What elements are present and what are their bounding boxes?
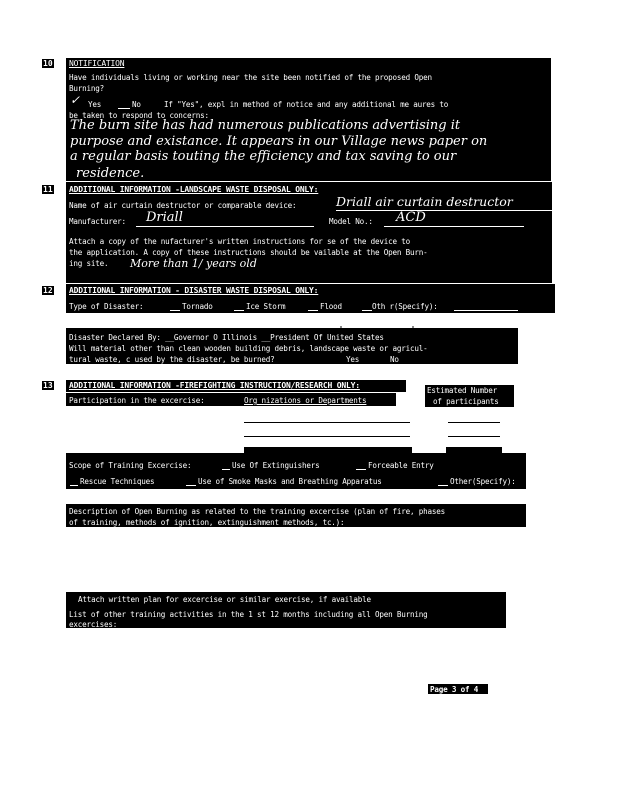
other-blank: [362, 310, 372, 311]
scope-rescue-option[interactable]: Rescue Techniques: [80, 477, 155, 486]
participants-entry-line[interactable]: [448, 422, 500, 423]
estimated-number-header-cont: of participants: [433, 397, 499, 406]
device-name-label: Name of air curtain destructor or comparable device:: [69, 201, 297, 210]
disaster-tornado-option[interactable]: Tornado: [182, 302, 213, 311]
model-number-value[interactable]: ACD: [396, 210, 426, 225]
notification-question-cont: Burning?: [69, 84, 104, 93]
ice-storm-blank: [234, 310, 244, 311]
notification-explain-instruction-cont: be taken to respond to concerns:: [69, 111, 209, 120]
description-instruction: Description of Open Burning as related to the training excercise (plan of fire, phases: [69, 507, 445, 516]
organizations-header: Org nizations or Departments: [244, 396, 367, 405]
description-instruction-cont: of training, methods of ignition, extinguishment methods, tc.):: [69, 518, 345, 527]
device-name-value[interactable]: Driall air curtain destructor: [336, 194, 513, 209]
section-13-title: ADDITIONAL INFORMATION -FIREFIGHTING INSTRUCTION/RESEARCH ONLY:: [69, 381, 360, 390]
section-11-number: 11: [43, 185, 53, 194]
scan-dot: [412, 326, 414, 328]
notification-no-option[interactable]: No: [132, 100, 141, 109]
section-10-title: NOTIFICATION: [69, 59, 125, 68]
notification-response-line-1: The burn site has had numerous publications advertising it: [70, 118, 461, 133]
section-12-number: 12: [43, 286, 53, 295]
flood-blank: [308, 310, 318, 311]
other-material-question: Will material other than clean wooden building debris, landscape waste or agricul-: [69, 344, 428, 353]
disaster-declared-by: Disaster Declared By: __Governor O Illinois __President Of United States: [69, 333, 384, 342]
attach-instructions-line-2: the application. A copy of these instructions should be vailable at the Open Burn-: [69, 248, 428, 257]
notification-response-line-2: purpose and existance. It appears in our Village news paper on: [70, 134, 488, 149]
disaster-ice-storm-option[interactable]: Ice Storm: [246, 302, 286, 311]
manufacturer-label: Manufacturer:: [69, 217, 126, 226]
no-option-blank: [118, 108, 130, 109]
section-10-number: 10: [43, 59, 53, 68]
organization-entry-line[interactable]: [244, 422, 410, 423]
notification-response-line-4: residence.: [76, 166, 145, 181]
participants-entry-line[interactable]: [448, 436, 500, 437]
attach-instructions-line-3: ing site.: [69, 259, 109, 268]
disaster-other-specify-line[interactable]: [454, 310, 518, 311]
manufacturer-value[interactable]: Driall: [146, 210, 183, 225]
attach-instructions-line-1: Attach a copy of the nufacturer's written instructions for se of the device to: [69, 237, 411, 246]
scope-forceable-entry-option[interactable]: Forceable Entry: [368, 461, 434, 470]
other-scope-blank: [438, 485, 448, 486]
organization-entry-line[interactable]: [244, 436, 410, 437]
forceable-entry-blank: [356, 469, 366, 470]
scope-other-option[interactable]: Other(Specify):: [450, 477, 516, 486]
other-activities-instruction-cont: excercises:: [69, 620, 118, 629]
disaster-flood-option[interactable]: Flood: [320, 302, 342, 311]
rescue-blank: [70, 485, 78, 486]
notification-question: Have individuals living or working near the site been notified of the proposed Open: [69, 73, 432, 82]
other-activities-instruction: List of other training activities in the 1 st 12 months including all Open Burning: [69, 610, 428, 619]
scope-extinguishers-option[interactable]: Use Of Extinguishers: [232, 461, 320, 470]
section-12-title: ADDITIONAL INFORMATION - DISASTER WASTE DISPOSAL ONLY:: [69, 286, 319, 295]
scope-smoke-masks-option[interactable]: Use of Smoke Masks and Breathing Apparatus: [198, 477, 382, 486]
disaster-type-label: Type of Disaster:: [69, 302, 144, 311]
attach-handwritten-note: More than 1/ years old: [130, 257, 257, 270]
section-11-title: ADDITIONAL INFORMATION -LANDSCAPE WASTE DISPOSAL ONLY:: [69, 185, 319, 194]
attach-plan-instruction: Attach written plan for excercise or similar exercise, if available: [78, 595, 371, 604]
other-material-yes[interactable]: Yes: [346, 355, 360, 364]
scope-label: Scope of Training Excercise:: [69, 461, 192, 470]
smoke-masks-blank: [186, 485, 196, 486]
estimated-number-header: Estimated Number: [427, 386, 497, 395]
notification-response-line-3: a regular basis touting the efficiency and tax saving to our: [70, 149, 457, 164]
scan-dot: [340, 326, 342, 328]
extinguishers-blank: [222, 469, 230, 470]
device-name-underline: [336, 210, 552, 211]
page-number: Page 3 of 4: [430, 685, 479, 694]
notification-explain-instruction: If "Yes", expl in method of notice and any additional me aures to: [164, 100, 449, 109]
tornado-blank: [170, 310, 180, 311]
other-material-question-cont: tural waste, c used by the disaster, be burned?: [69, 355, 275, 364]
model-number-label: Model No.:: [329, 217, 373, 226]
participation-label: Participation in the excercise:: [69, 396, 205, 405]
yes-checkmark-icon: ✓: [70, 93, 81, 107]
manufacturer-underline: [136, 226, 314, 227]
model-number-underline: [384, 226, 524, 227]
other-material-no[interactable]: No: [390, 355, 399, 364]
section-13-number: 13: [43, 381, 53, 390]
disaster-other-option[interactable]: Oth r(Specify):: [372, 302, 438, 311]
notification-yes-option[interactable]: Yes: [88, 100, 102, 109]
